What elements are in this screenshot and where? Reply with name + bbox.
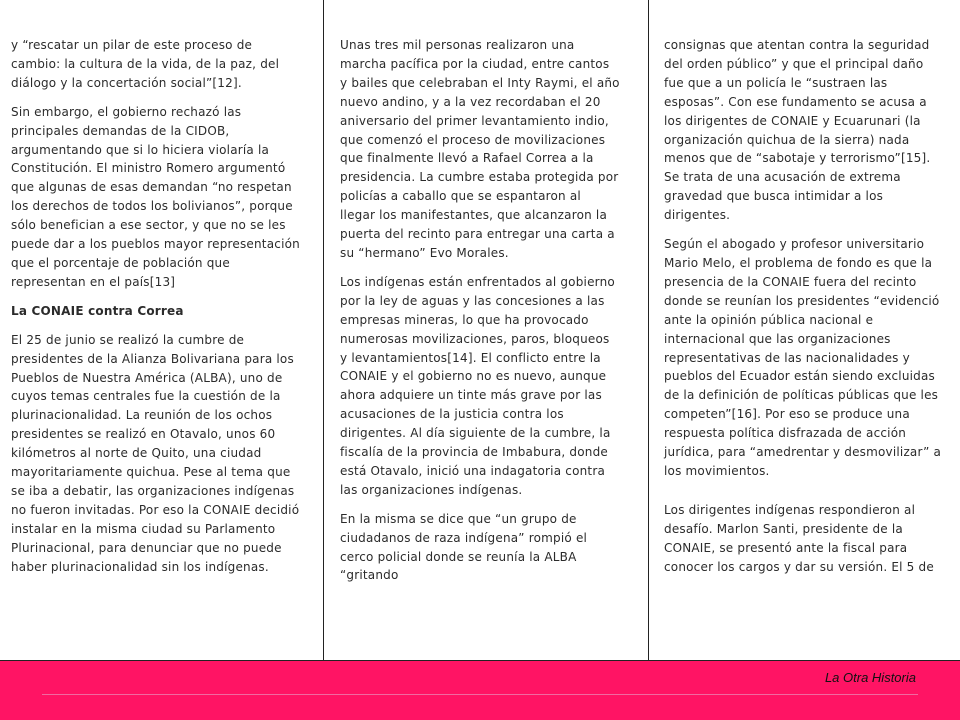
paragraph: El 25 de junio se realizó la cumbre de presidentes de la Alianza Bolivariana para los Pueblos de Nuestra América (ALBA), uno de cuyos temas centrales fue la cuestión de la plurinacionalidad. La reunión de los ochos presidentes se realizó en Otavalo, unos 60 kilómetros al norte de Quito, una ciudad mayoritariamente quichua. Pese al tema que se iba a debatir, las organizaciones indígenas no fueron invitadas. Por eso la CONAIE decidió instalar en la misma ciudad su Parlamento Plurinacional, para denunciar que no puede haber plurinacionalidad sin los indígenas. [11, 332, 300, 574]
paragraph: En la misma se dice que “un grupo de ciudadanos de raza indígena” rompió el cerco policial donde se reunía la ALBA “gritando [340, 511, 588, 583]
column-divider [323, 0, 324, 660]
paragraph: Los dirigentes indígenas respondieron al desafío. Marlon Santi, presidente de la CONAIE, se presentó ante la fiscal para conocer los cargos y dar su versión. El 5 de [664, 502, 934, 574]
paragraph: Sin embargo, el gobierno rechazó las principales demandas de la CIDOB, argumentando que si lo hiciera violaría la Constitución. El ministro Romero argumentó que algunas de esas demandan “no respetan los derechos de todos los bolivianos”, porque sólo benefician a ese sector, y que no se les puede dar a los pueblos mayor representación que el porcentaje de población que representan en el país[13] [11, 104, 300, 289]
paragraph: y “rescatar un pilar de este proceso de cambio: la cultura de la vida, de la paz, del diálogo y la concertación social”[12]. [11, 38, 280, 90]
paragraph: consignas que atentan contra la seguridad del orden público” y que el principal daño fue que a un policía le “sustraen las esposas”. Con ese fundamento se acusa a los dirigentes de CONAIE y Ecuarunari (la organización quichua de la sierra) nada menos que de “sabotaje y terrorismo”[15]. Se trata de una acusación de extrema gravedad que busca intimidar a los dirigentes. [664, 38, 931, 223]
publication-name: La Otra Historia [824, 670, 916, 685]
paragraph: Los indígenas están enfrentados al gobierno por la ley de aguas y las concesiones a las empresas mineras, lo que ha provocado numerosas movilizaciones, paros, bloqueos y levantamientos[14]. El conflicto entre la CONAIE y el gobierno no es nuevo, aunque ahora adquiere un tinte más grave por las acusaciones de la justicia contra los dirigentes. Al día siguiente de la cumbre, la fiscalía de la provincia de Imbabura, donde está Otavalo, inició una indagatoria contra las organizaciones indígenas. [340, 274, 615, 497]
footer-bar [0, 660, 960, 720]
paragraph: Unas tres mil personas realizaron una marcha pacífica por la ciudad, entre cantos y bailes que celebraban el Inty Raymi, el año nuevo andino, y a la vez recordaban el 20 aniversario del primer levantamiento indio, que comenzó el proceso de movilizaciones que finalmente llevó a Rafael Correa a la presidencia. La cumbre estaba protegida por policías a caballo que se espantaron al llegar los manifestantes, que alcanzaron la puerta del recinto para entregar una carta a su “hermano” Evo Morales. [340, 38, 620, 260]
section-heading: La CONAIE contra Correa [11, 303, 184, 318]
text-column-1 [11, 36, 304, 586]
footer-rule [42, 694, 918, 695]
text-column-3 [664, 36, 944, 586]
column-divider [648, 0, 649, 660]
text-column-2 [340, 36, 620, 595]
paragraph: Según el abogado y profesor universitario Mario Melo, el problema de fondo es que la presencia de la CONAIE fuera del recinto donde se reunían los presidentes “evidenció ante la opinión pública nacional e internacional que las organizaciones representativas de las nacionalidades y pueblos del Ecuador están siendo excluidas de la definición de políticas públicas que les competen”[16]. Por eso se produce una respuesta política disfrazada de acción jurídica, para “amedrentar y desmovilizar” a los movimientos. [664, 237, 942, 478]
